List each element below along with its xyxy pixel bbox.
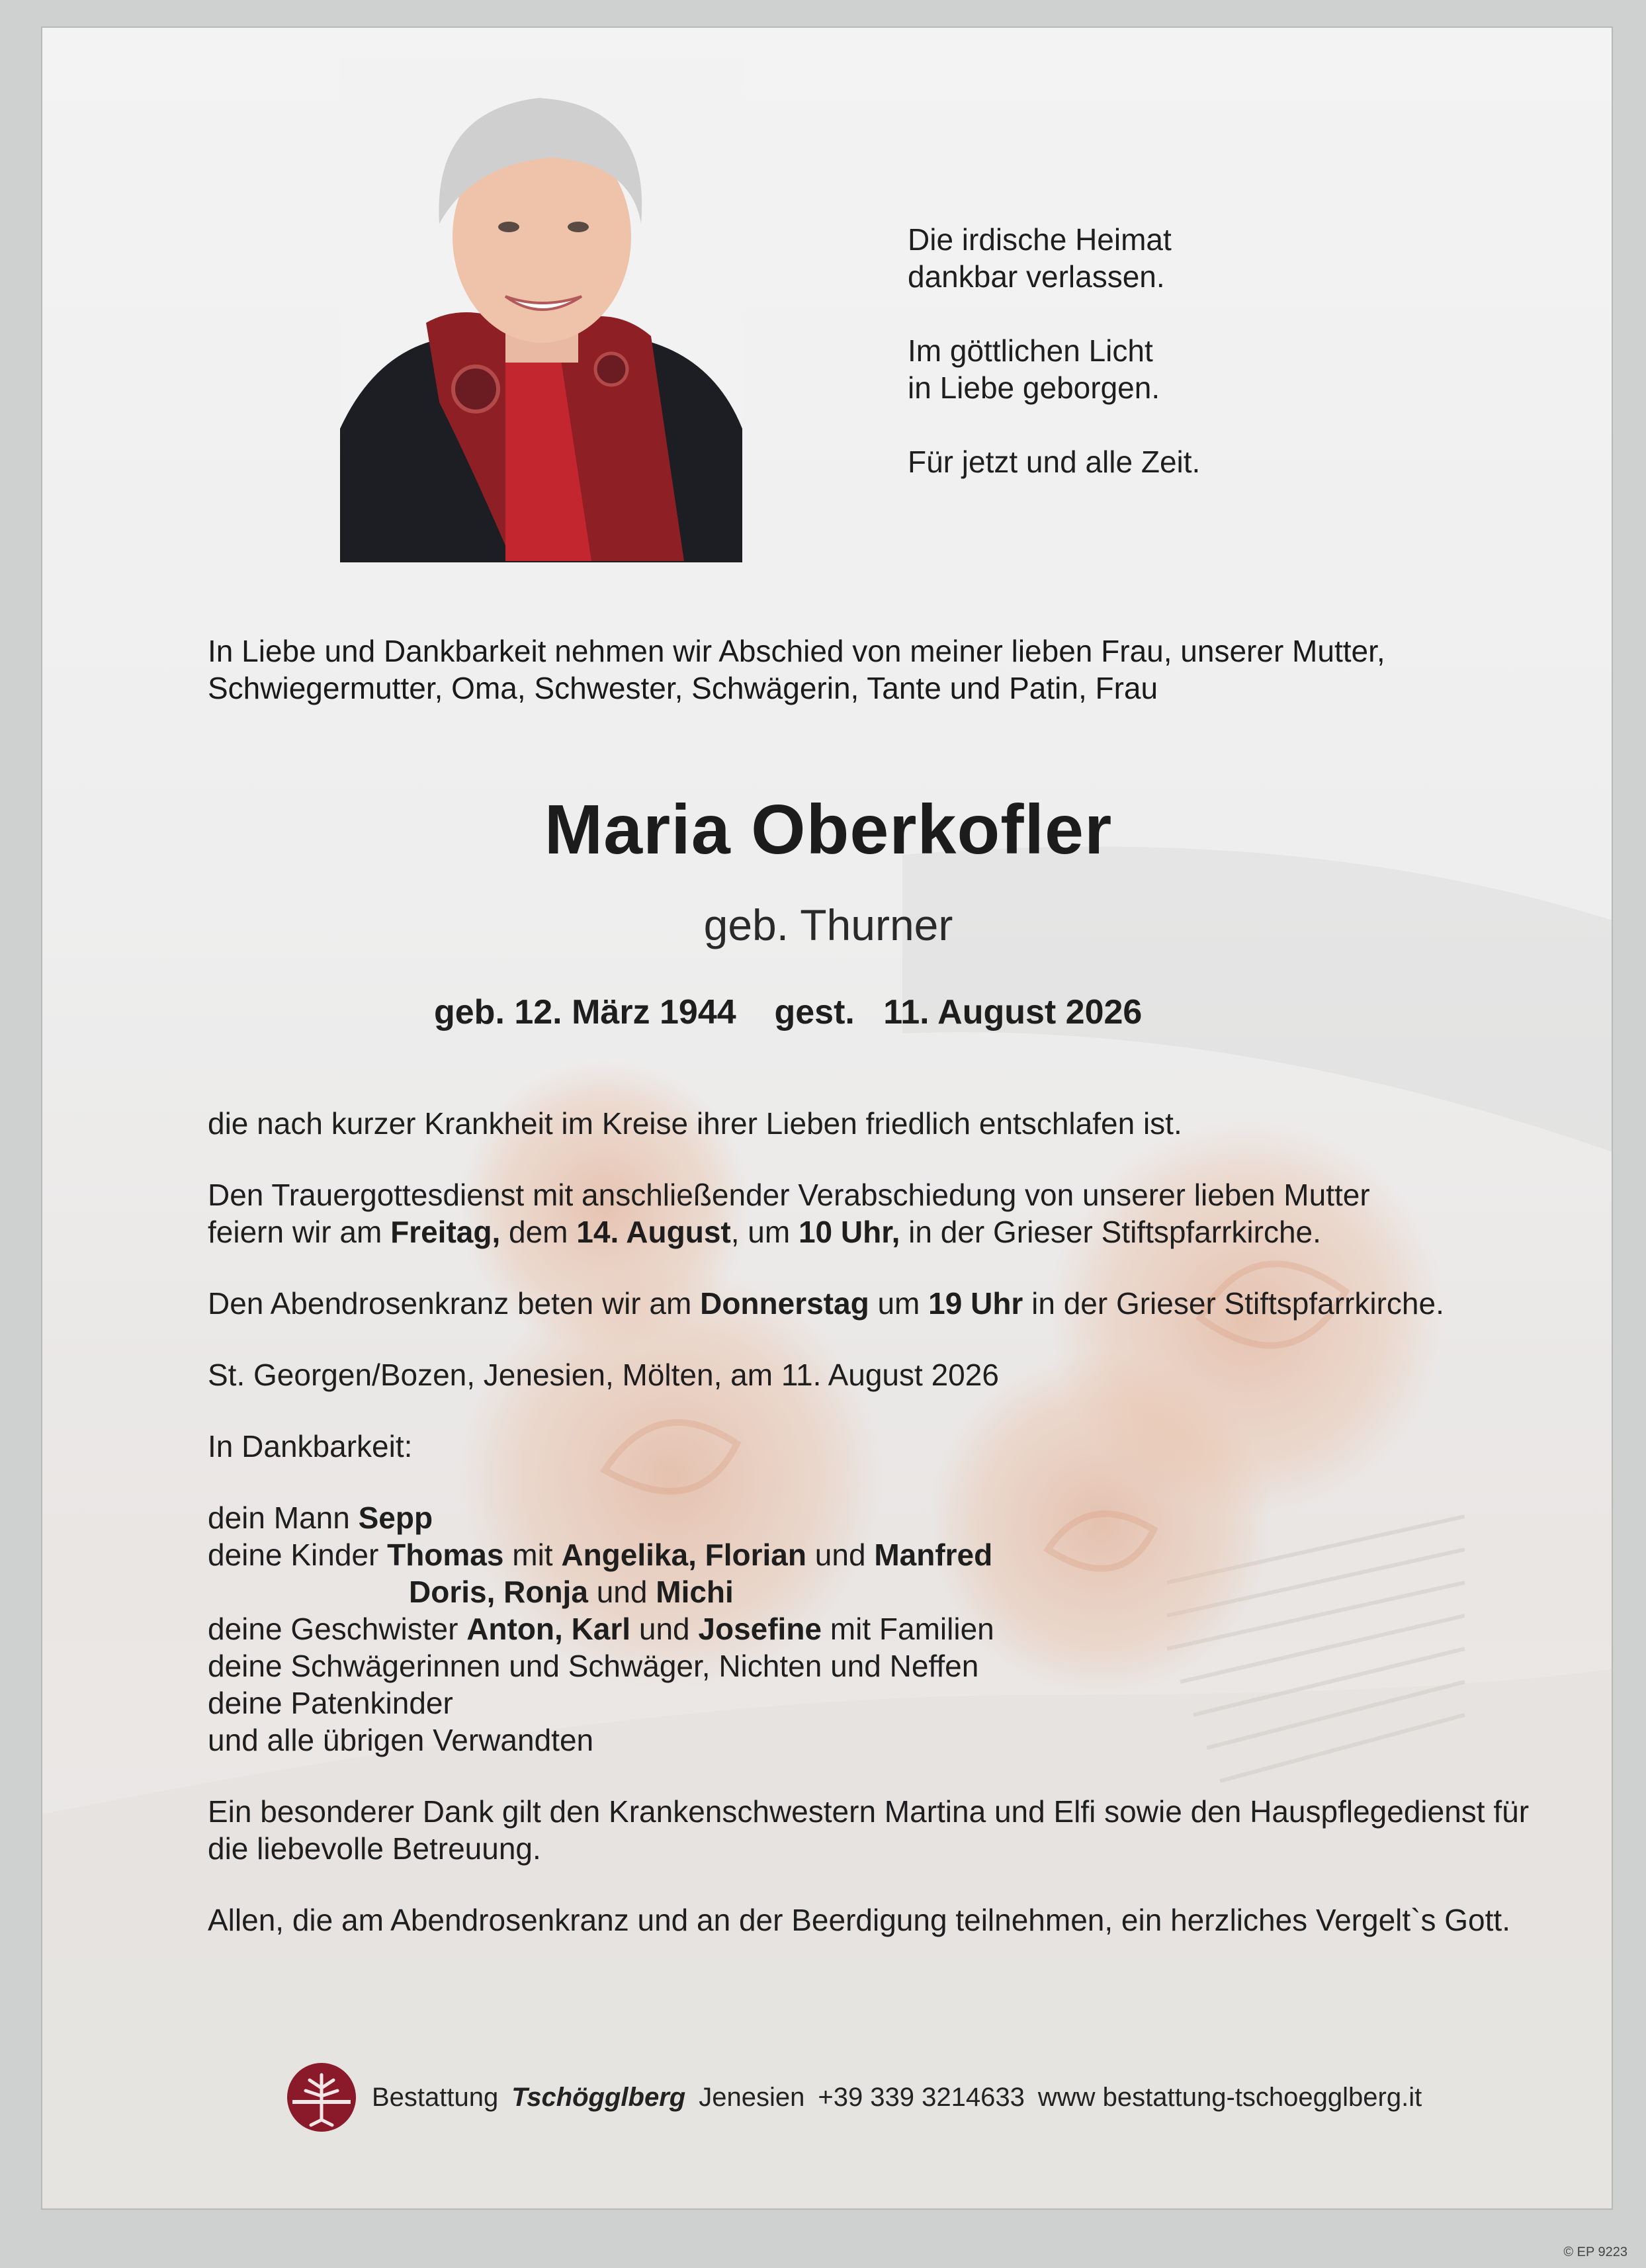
- funeral-line-1: Den Trauergottesdienst mit anschließender Verabschiedung von unserer lieben Mutter: [208, 1178, 1370, 1212]
- funeral-line-2: feiern wir am Freitag, dem 14. August, um 10 Uhr, in der Grieser Stiftspfarrkirche.: [208, 1215, 1321, 1249]
- verse-line-1: Die irdische Heimat dankbar verlassen.: [908, 222, 1172, 294]
- tree-logo-icon: [286, 2062, 357, 2133]
- deceased-name: Maria Oberkofler: [544, 791, 1113, 869]
- portrait-photo: [340, 58, 742, 562]
- footer-town: Jenesien: [699, 2082, 805, 2112]
- funeral-home-footer: [286, 2058, 1435, 2137]
- copyright-mark: © EP 9223: [1563, 2245, 1627, 2259]
- mourner-relatives: und alle übrigen Verwandten: [208, 1723, 594, 1757]
- death-date: 11. August 2026: [883, 993, 1143, 1031]
- rosary-text: Den Abendrosenkranz beten wir am Donnerstag um 19 Uhr in der Grieser Stiftspfarrkirche.: [208, 1286, 1444, 1321]
- passing-text: die nach kurzer Krankheit im Kreise ihrer Lieben friedlich entschlafen ist.: [208, 1106, 1182, 1141]
- closing-text: Allen, die am Abendrosenkranz und an der Beerdigung teilnehmen, ein herzliches Vergelt`s Gott.: [208, 1903, 1510, 1937]
- death-label: gest.: [774, 993, 855, 1031]
- gratitude-heading: In Dankbarkeit:: [208, 1429, 413, 1463]
- mourner-grandchildren: Doris, Ronja und Michi: [409, 1575, 734, 1609]
- footer-phone[interactable]: +39 339 3214633: [818, 2082, 1025, 2112]
- intro-text: In Liebe und Dankbarkeit nehmen wir Abschied von meiner lieben Frau, unserer Mutter, Schwiegermutter, Oma, Schwester, Schwägerin, Tante und Patin, Frau: [208, 634, 1385, 705]
- place-date: St. Georgen/Bozen, Jenesien, Mölten, am 11. August 2026: [208, 1358, 999, 1392]
- footer-prefix: Bestattung: [372, 2082, 499, 2112]
- obituary-card: [41, 26, 1613, 2210]
- mourner-godchildren: deine Patenkinder: [208, 1686, 453, 1720]
- mourner-inlaws: deine Schwägerinnen und Schwäger, Nichten und Neffen: [208, 1649, 979, 1683]
- verse: [908, 221, 1200, 517]
- thanks-text: Ein besonderer Dank gilt den Krankenschwestern Martina und Elfi sowie den Hauspflegedienst für die liebevolle Betreuung.: [208, 1794, 1530, 1866]
- life-dates: [434, 992, 1142, 1032]
- birth-date: geb. 12. März 1944: [434, 993, 736, 1031]
- verse-line-3: Für jetzt und alle Zeit.: [908, 445, 1201, 479]
- footer-brand: Tschögglberg: [511, 2082, 686, 2112]
- mourner-siblings: deine Geschwister Anton, Karl und Josefine mit Familien: [208, 1612, 994, 1646]
- mourner-children: deine Kinder Thomas mit Angelika, Florian und Manfred: [208, 1538, 993, 1572]
- footer-website[interactable]: www bestattung-tschoegglberg.it: [1037, 2082, 1422, 2112]
- obituary-body: [208, 1105, 1571, 1939]
- birth-name: geb. Thurner: [703, 900, 953, 949]
- mourner-husband: dein Mann Sepp: [208, 1501, 433, 1535]
- verse-line-2: Im göttlichen Licht in Liebe geborgen.: [908, 333, 1160, 405]
